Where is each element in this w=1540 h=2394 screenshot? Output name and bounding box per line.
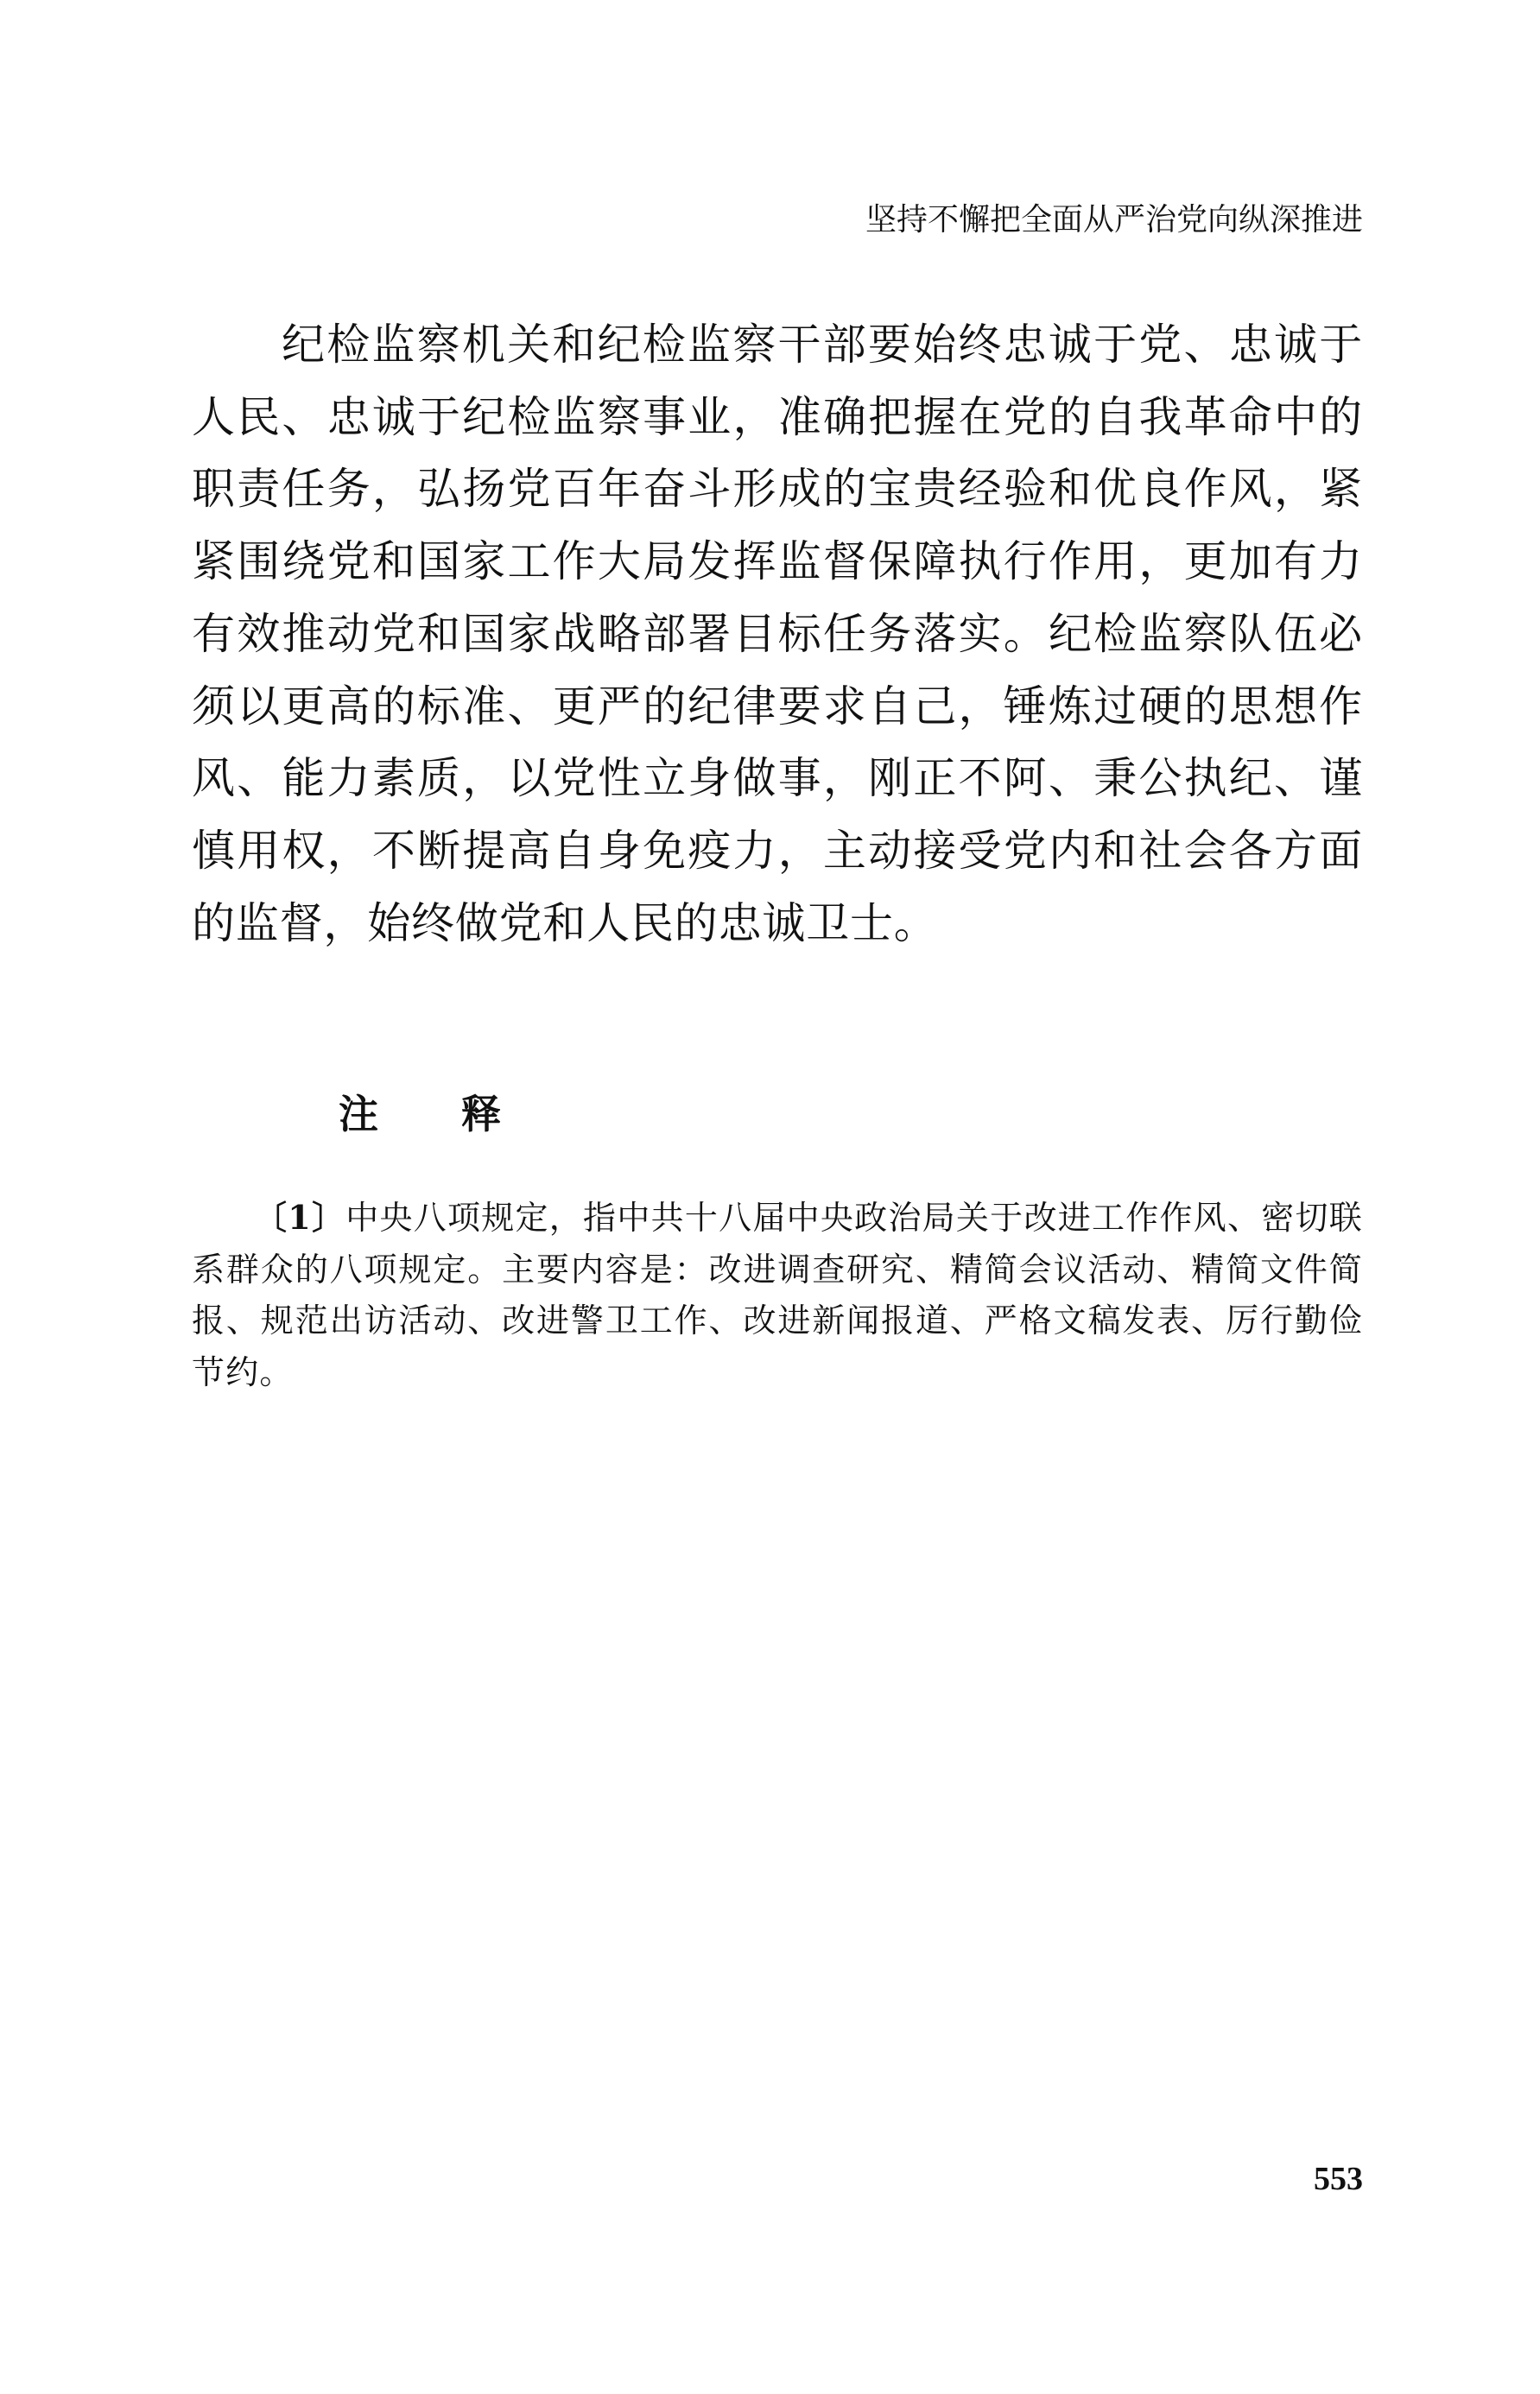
body-paragraph: 纪检监察机关和纪检监察干部要始终忠诚于党、忠诚于人民、忠诚于纪检监察事业，准确把握在党的自我革命中的职责任务，弘扬党百年奋斗形成的宝贵经验和优良作风，紧紧围绕党和国家工作大局发挥监督保障执行作用，更加有力有效推动党和国家战略部署目标任务落实。纪检监察队伍必须以更高的标准、更严的纪律要求自己，锤炼过硬的思想作风、能力素质，以党性立身做事，刚正不阿、秉公执纪、谨慎用权，不断提高自身免疫力，主动接受党内和社会各方面的监督，始终做党和人民的忠诚卫士。 [192, 320, 1363, 948]
running-header: 坚持不懈把全面从严治党向纵深推进 [865, 202, 1363, 238]
note-item [192, 1192, 1363, 1398]
notes-heading: 注释 [339, 1091, 584, 1137]
page-number: 553 [1314, 2161, 1363, 2197]
note-reference-number: 〔1〕 [254, 1198, 346, 1237]
note-text: 中央八项规定，指中共十八届中央政治局关于改进工作作风、密切联系群众的八项规定。主要内容是：改进调查研究、精简会议活动、精简文件简报、规范出访活动、改进警卫工作、改进新闻报道、严格文稿发表、厉行勤俭节约。 [192, 1199, 1363, 1391]
